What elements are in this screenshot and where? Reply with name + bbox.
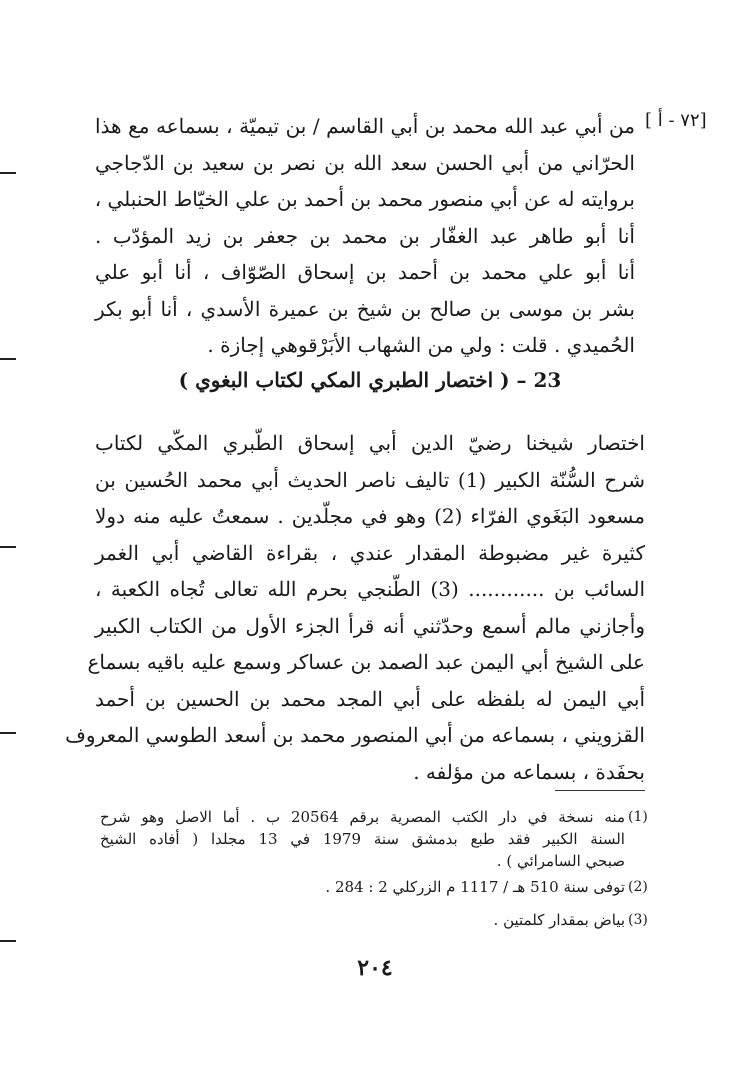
page-number: ٢٠٤: [357, 955, 393, 981]
text-line: أنا أبو طاهر عبد الغفّار بن محمد بن جعفر بن زيد المؤدّب .: [95, 223, 635, 248]
text-line: على الشيخ أبي اليمن عبد الصمد بن عساكر وسمع عليه باقيه بسماع: [87, 650, 645, 674]
footnote-line: السنة الكبير فقد طبع بدمشق سنة 1979 في 13 مجلدا ( أفاده الشيخ: [100, 830, 625, 848]
text-line: مسعود البَغَوي الفرّاء (2) وهو في مجلّدين . سمعتُ عليه منه دولا: [95, 504, 645, 528]
paragraph-isnad: [95, 108, 635, 364]
binding-mark: [0, 732, 16, 734]
footnote-marker: (1): [628, 809, 648, 825]
footnote-1: [100, 806, 625, 872]
section-heading: 23 – ( اختصار الطبري المكي لكتاب البغوي ): [178, 368, 562, 392]
footnote-marker: (3): [628, 912, 648, 928]
text-line: السائب بن ............ (3) الطّنجي بحرم الله تعالى تُجاه الكعبة ،: [95, 577, 646, 601]
text-line: من أبي عبد الله محمد بن أبي القاسم / بن تيميّة ، بسماعه مع هذا: [95, 114, 635, 138]
text-line: الحرّاني من أبي الحسن سعد الله بن نصر بن سعيد بن الدّجاجي: [95, 150, 635, 175]
footnote-2: [100, 876, 625, 898]
footnote-marker: (2): [628, 879, 648, 895]
paragraph-ikhtisar: [65, 425, 646, 790]
footnote-line: منه نسخة في دار الكتب المصرية برقم 20564 ب . أما الاصل وهو شرح: [100, 808, 625, 826]
binding-mark: [0, 546, 16, 548]
section-reference: [٧٢ - أ ]: [645, 110, 707, 131]
footnote-line: توفى سنة 510 هـ / 1117 م الزركلي 2 : 284 .: [325, 878, 625, 896]
binding-mark: [0, 172, 16, 174]
text-line: أبي اليمن له بلفظه على أبي المجد محمد بن الحسين بن أحمد: [95, 686, 645, 711]
text-line: بشر بن موسى بن صالح بن شيخ بن عميرة الأسدي ، أنا أبو بكر: [95, 296, 635, 321]
text-line: اختصار شيخنا رضيّ الدين أبي إسحاق الطّبري المكّي لكتاب: [95, 431, 645, 455]
text-line: بروايته له عن أبي منصور محمد بن أحمد بن علي الخيّاط الحنبلي ،: [94, 187, 635, 211]
footnote-3: [100, 909, 625, 931]
footnote-line: صبحي السامرائي ) .: [496, 852, 625, 870]
text-line: شرح السُّنّة الكبير (1) تاليف ناصر الحديث أبي محمد الحُسين بن: [95, 467, 645, 492]
binding-mark: [0, 358, 16, 360]
text-line: وأجازني مالم أسمع وحدّثني أنه قرأ الجزء الأول من الكتاب الكبير: [95, 613, 645, 638]
footnote-line: بياض بمقدار كلمتين .: [493, 911, 625, 929]
text-line: القزويني ، بسماعه من أبي المنصور محمد بن أسعد الطوسي المعروف: [65, 723, 645, 747]
text-line: أنا أبو علي محمد بن أحمد بن إسحاق الصّوّاف ، أنا أبو علي: [95, 260, 635, 284]
binding-mark: [0, 940, 16, 942]
text-line: كثيرة غير مضبوطة المقدار عندي ، بقراءة القاضي أبي الغمر: [95, 540, 645, 565]
text-line: الحُميدي . قلت : ولي من الشهاب الأبَرْقوهي إجازة .: [207, 333, 635, 357]
footnote-divider: [555, 790, 645, 791]
text-line: بحفَدة ، بسماعه من مؤلفه .: [413, 759, 645, 784]
